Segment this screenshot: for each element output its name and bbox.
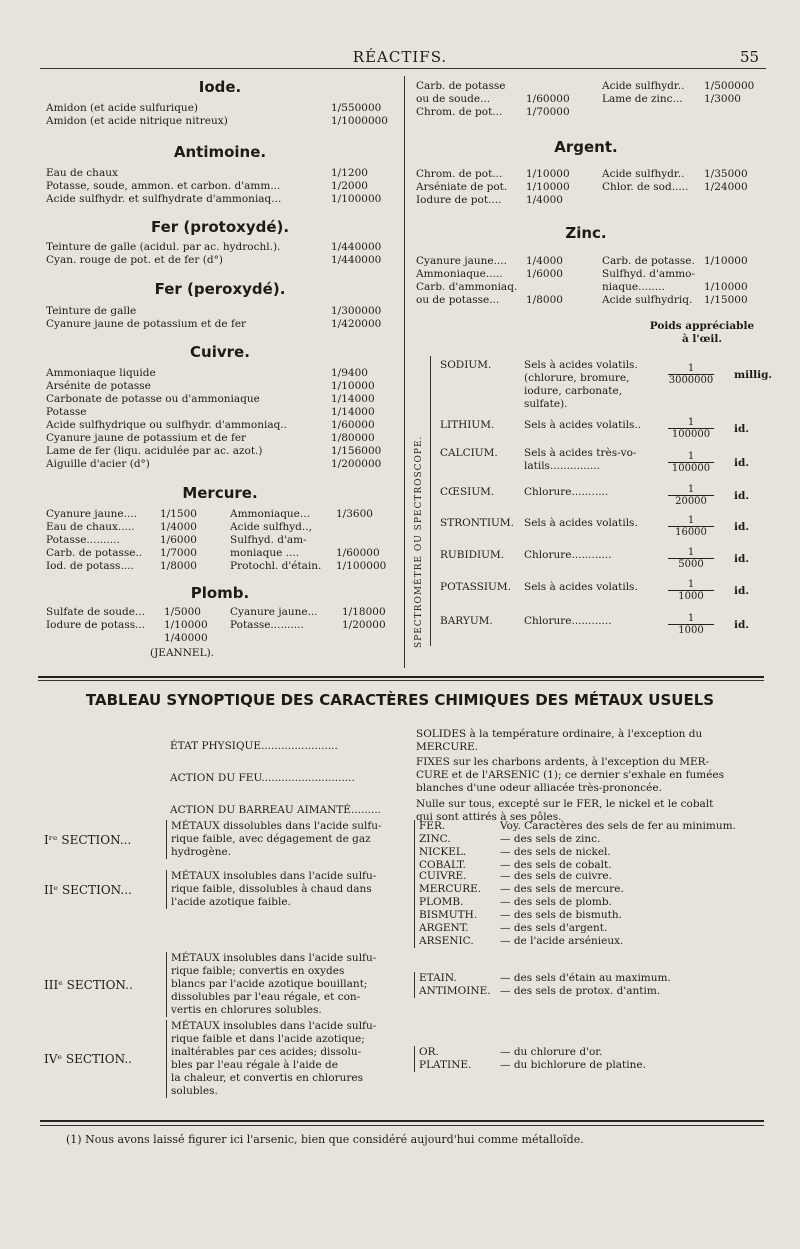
reagent-row: Iodure de pot.... 1/4000 [416, 194, 563, 206]
reagent-row: Arséniate de pot. 1/10000 Chlor. de sod..... 1/24000 [416, 181, 748, 193]
spectro-fraction: $\frac{1}{20000}$ [668, 484, 714, 507]
reagent-row: Eau de chaux 1/1200 [46, 167, 368, 179]
metal-name: PLATINE. [419, 1059, 472, 1071]
metal-name: ETAIN. [419, 971, 457, 984]
header-rule [40, 68, 766, 69]
footer-rule [40, 1120, 764, 1122]
section-results [500, 972, 671, 998]
mercure-left-list [46, 508, 226, 573]
metal-name: CUIVRE. [419, 870, 467, 882]
spectro-unit: id. [734, 585, 749, 597]
metal-name: ZINC. [419, 833, 451, 845]
spectro-unit: id. [734, 521, 749, 533]
section-description: MÉTAUX insolubles dans l'acide sulfu- rique faible; convertis en oxydes blancs par l'acide azotique bouillant; dissolubles par l'eau régale, et con- vertis en chlorures solubles. [166, 952, 376, 1017]
footer-rule-thin [40, 1125, 764, 1126]
section-metals [414, 870, 481, 948]
result-text: — du bichlorure de platine. [500, 1059, 646, 1071]
reagent-row: Teinture de galle 1/300000 [46, 305, 382, 317]
reagent-row: Cyanure jaune... 1/18000 [230, 606, 386, 618]
spectro-unit: millig. [734, 369, 773, 381]
spectro-metal: LITHIUM. [440, 419, 495, 431]
reagent-row: Cyanure jaune de potassium et de fer 1/420000 [46, 318, 382, 330]
spectro-desc: Chlorure............ [524, 615, 612, 627]
spectro-metal: STRONTIUM. [440, 517, 514, 529]
result-text: — des sels d'argent. [500, 922, 608, 934]
cuivre-list [46, 367, 396, 471]
spectro-metal: CŒSIUM. [440, 486, 495, 498]
reagent-row: Potasse.......... 1/6000 [46, 534, 197, 546]
plomb-left-list: Sulfate de soude... 1/5000 Iodure de potass... 1/10000 1/40000 [46, 606, 226, 632]
separator-rule-thin [38, 680, 764, 681]
metal-name: ARGENT. [419, 922, 469, 934]
metal-name: PLOMB. [419, 896, 464, 908]
section-name: IIIᵉ SECTION.. [44, 977, 133, 992]
author-credit: (JEANNEL). [150, 647, 214, 659]
reagent-row: Amidon (et acide sulfurique) 1/550000 [46, 102, 382, 114]
prop-text: Nulle sur tous, excepté sur le FER, le nickel et le cobalt qui sont attirés à ses pôles. [416, 798, 714, 823]
result-text: — des sels de cobalt. [500, 859, 612, 871]
metal-name: BISMUTH. [419, 909, 478, 921]
section-description: MÉTAUX insolubles dans l'acide sulfu- rique faible et dans l'acide azotique; inaltérables par ces acides; dissolu- bles par l'eau régale à l'aide de la chaleur, et convertis en chlorures solubles. [166, 1020, 376, 1098]
reagent-row: Amidon (et acide nitrique nitreux) 1/1000000 [46, 115, 388, 127]
mercure-right-list [230, 508, 400, 573]
spectro-unit: id. [734, 619, 749, 631]
section-title-antimoine: Antimoine. [173, 143, 267, 161]
reagent-row: Lame de fer (liqu. acidulée par ac. azot.) 1/156000 [46, 445, 382, 457]
section-name: IVᵉ SECTION.. [44, 1052, 132, 1066]
section-results [500, 820, 736, 872]
reagent-row: Iodure de potass... 1/10000 [46, 619, 208, 631]
reagent-row: Carb. de potasse.. 1/7000 [46, 547, 197, 559]
running-head: RÉACTIFS. [352, 48, 448, 66]
metal-name: ARSENIC. [419, 935, 474, 947]
reagent-row: moniaque .... 1/60000 [230, 547, 380, 559]
spectro-fraction: $\frac{1}{100000}$ [668, 451, 714, 474]
reagent-row: Acide sulfhydr. et sulfhydrate d'ammoniaq... 1/100000 [46, 193, 382, 205]
spectro-desc: Sels à acides volatils. [524, 517, 638, 529]
result-text: — des sels de bismuth. [500, 909, 622, 921]
reagent-row: Chrom. de pot... 1/10000 Acide sulfhydr.. 1/35000 [416, 168, 748, 180]
spectro-desc: Chlorure............ [524, 549, 612, 561]
result-text: — des sels de cuivre. [500, 870, 612, 882]
reagent-row: Ammoniaque liquide 1/9400 [46, 367, 368, 379]
prop-text: SOLIDES à la température ordinaire, à l'exception du MERCURE. [416, 728, 703, 753]
spectro-unit: id. [734, 457, 749, 469]
spectro-desc: Sels à acides volatils. (chlorure, bromure, iodure, carbonate, sulfate). [524, 359, 638, 410]
reagent-row: Sulfhyd. d'am- [230, 534, 307, 546]
section-metals [414, 972, 491, 998]
spectro-unit: id. [734, 423, 749, 435]
result-text: Voy. Caractères des sels de fer au minimum. [500, 820, 736, 832]
result-text: — des sels de mercure. [500, 883, 624, 895]
section-title-fer-protoxyde: Fer (protoxydé). [150, 218, 290, 236]
reagent-row: Acide sulfhyd.., [230, 521, 312, 533]
reagent-row: Cyan. rouge de pot. et de fer (d°) 1/440000 [46, 254, 382, 266]
reagent-row: ou de soude... 1/60000 Lame de zinc... 1/3000 [416, 93, 741, 105]
poids-header-2: à l'œil. [681, 333, 723, 345]
result-text: — des sels de protox. d'antim. [500, 984, 661, 997]
result-text: — des sels de nickel. [500, 846, 611, 858]
plomb-right-list [230, 606, 400, 632]
section-description: MÉTAUX insolubles dans l'acide sulfu- rique faible, dissolubles à chaud dans l'acide azotique faible. [166, 870, 376, 909]
spectro-fraction: $\frac{1}{1000}$ [668, 579, 714, 602]
metal-name: ANTIMOINE. [419, 984, 491, 997]
reagent-row: Cyanure jaune de potassium et de fer 1/80000 [46, 432, 375, 444]
reagent-row: Carb. d'ammoniaq. niaque........ 1/10000 [416, 281, 748, 293]
reagent-row: ou de potasse... 1/8000 Acide sulfhydriq. 1/15000 [416, 294, 748, 306]
prop-text: FIXES sur les charbons ardents, à l'exception du MER- CURE et de l'ARSENIC (1); ce dernier s'exhale en fumées blanches d'une odeur alliacée très-prononcée. [416, 756, 725, 794]
reagent-row: Acide sulfhydrique ou sulfhydr. d'ammoniaq.. 1/60000 [46, 419, 375, 431]
argent-list [416, 168, 766, 207]
metal-name: FER. [419, 820, 446, 832]
reagent-row: Cyanure jaune.... 1/1500 [46, 508, 197, 520]
prop-label: ACTION DU BARREAU AIMANTÉ......... [170, 804, 382, 816]
page-number: 55 [740, 48, 760, 66]
section-title-cuivre: Cuivre. [190, 343, 250, 361]
section-title-argent: Argent. [554, 138, 618, 156]
separator-rule [38, 676, 764, 678]
spectro-fraction: $\frac{1}{5000}$ [668, 547, 714, 570]
footnote: (1) Nous avons laissé figurer ici l'arsenic, bien que considéré aujourd'hui comme métalloïde. [66, 1133, 584, 1146]
prop-label: ÉTAT PHYSIQUE....................... [170, 740, 338, 752]
spectroscope-label: SPECTROMÈTRE OU SPECTROSCOPE. [414, 435, 424, 648]
column-divider [404, 76, 405, 668]
spectro-bracket-line [430, 356, 431, 646]
reagent-row: Eau de chaux..... 1/4000 [46, 521, 197, 533]
result-text: — du chlorure d'or. [500, 1046, 603, 1058]
section-results [500, 1046, 646, 1072]
spectro-metal: RUBIDIUM. [440, 549, 505, 561]
spectro-metal: POTASSIUM. [440, 581, 511, 593]
reagent-row: Teinture de galle (acidul. par ac. hydrochl.). 1/440000 [46, 241, 382, 253]
spectro-fraction: $\frac{1}{16000}$ [668, 515, 714, 538]
section-results [500, 870, 624, 948]
reagent-row: Aiguille d'acier (d°) 1/200000 [46, 458, 382, 470]
spectro-metal: BARYUM. [440, 615, 493, 627]
spectro-desc: Sels à acides très-vo- latils............... [524, 447, 637, 472]
spectro-metal: SODIUM. [440, 359, 492, 371]
spectro-fraction: $\frac{1}{100000}$ [668, 417, 714, 440]
prop-label: ACTION DU FEU............................ [170, 772, 355, 784]
result-text: — des sels d'étain au maximum. [500, 971, 671, 984]
section-title-iode: Iode. [198, 78, 242, 96]
metal-name: COBALT. [419, 859, 466, 871]
result-text: — de l'acide arsénieux. [500, 935, 624, 947]
reagent-row: Ammoniaque... 1/3600 [230, 508, 373, 520]
spectro-desc: Chlorure........... [524, 486, 609, 498]
result-text: — des sels de plomb. [500, 896, 612, 908]
spectro-unit: id. [734, 553, 749, 565]
section-name: IIᵉ SECTION... [44, 882, 132, 897]
metal-name: MERCURE. [419, 883, 482, 895]
metal-name: NICKEL. [419, 846, 467, 858]
reagent-row: Ammoniaque..... 1/6000 Sulfhyd. d'ammo- [416, 268, 695, 280]
section-title-plomb: Plomb. [190, 584, 250, 602]
right-top-list [416, 80, 766, 119]
reagent-row: Sulfate de soude... 1/5000 [46, 606, 201, 618]
reagent-row: Cyanure jaune.... 1/4000 Carb. de potasse. 1/10000 [416, 255, 748, 267]
spectro-metal: CALCIUM. [440, 447, 498, 459]
spectro-fraction: $\frac{1}{3000000}$ [668, 363, 714, 386]
reagent-row: Arsénite de potasse 1/10000 [46, 380, 375, 392]
spectro-desc: Sels à acides volatils.. [524, 419, 642, 431]
metal-name: OR. [419, 1046, 439, 1058]
reagent-row: Potasse 1/14000 [46, 406, 375, 418]
section-title-fer-peroxyde: Fer (peroxydé). [154, 280, 286, 298]
reagent-row: Chrom. de pot... 1/70000 [416, 106, 570, 118]
result-text: — des sels de zinc. [500, 833, 601, 845]
reagent-row: Potasse, soude, ammon. et carbon. d'amm... 1/2000 [46, 180, 368, 192]
section-title-mercure: Mercure. [182, 484, 258, 502]
section-metals [414, 820, 466, 872]
reagent-row: Protochl. d'étain. 1/100000 [230, 560, 387, 572]
section-name: Iʳᵉ SECTION... [44, 832, 132, 847]
zinc-list [416, 255, 766, 307]
spectro-fraction: $\frac{1}{1000}$ [668, 613, 714, 636]
reagent-row: Carb. de potasse Acide sulfhydr.. 1/500000 [416, 80, 755, 92]
table-title: TABLEAU SYNOPTIQUE DES CARACTÈRES CHIMIQUES DES MÉTAUX USUELS [85, 691, 715, 709]
reagent-row: Potasse.......... 1/20000 [230, 619, 386, 631]
section-metals [414, 1046, 471, 1072]
spectro-unit: id. [734, 490, 749, 502]
reagent-row: Carbonate de potasse ou d'ammoniaque 1/14000 [46, 393, 375, 405]
section-description: MÉTAUX dissolubles dans l'acide sulfu- rique faible, avec dégagement de gaz hydrogène. [166, 820, 382, 859]
spectro-desc: Sels à acides volatils. [524, 581, 638, 593]
section-title-zinc: Zinc. [565, 224, 607, 242]
reagent-row: Iod. de potass.... 1/8000 [46, 560, 197, 572]
poids-header-1: Poids appréciable [649, 320, 755, 332]
